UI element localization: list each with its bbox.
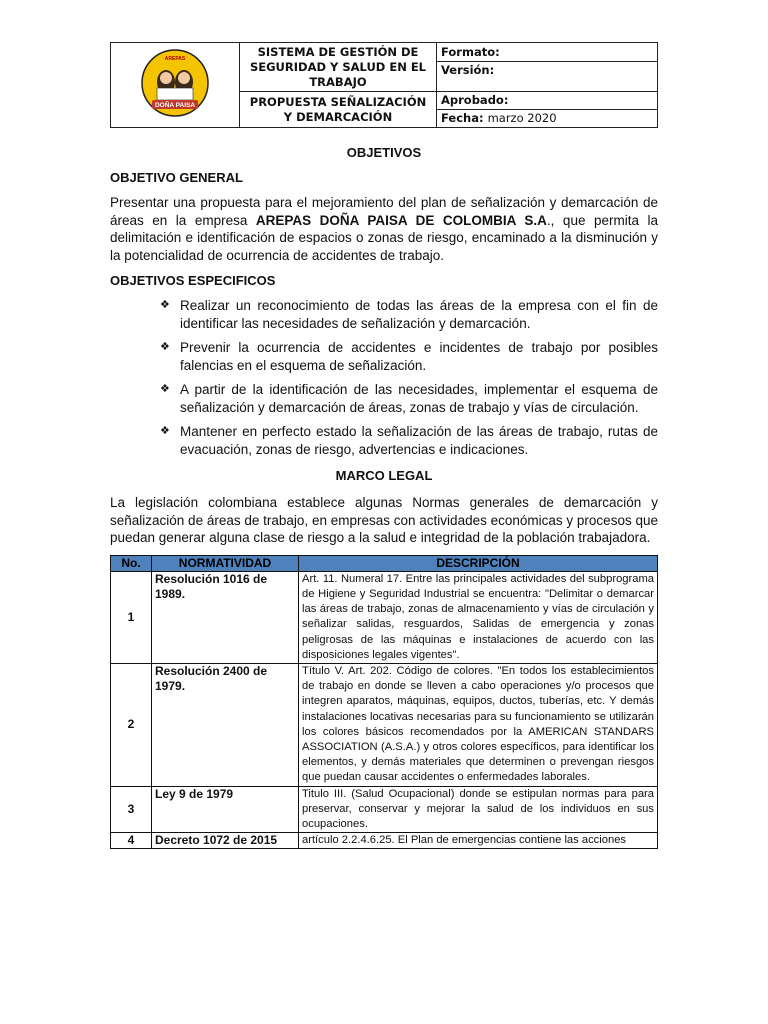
fecha-field: Fecha: marzo 2020: [437, 110, 658, 128]
aprobado-field: Aprobado:: [437, 92, 658, 110]
col-norm-header: NORMATIVIDAD: [152, 555, 299, 571]
fecha-value: marzo 2020: [487, 111, 557, 125]
objetivos-heading: OBJETIVOS: [346, 145, 422, 160]
col-no-header: No.: [111, 555, 152, 571]
legal-table: [110, 555, 658, 850]
col-desc-header: DESCRIPCIÓN: [299, 555, 658, 571]
row-desc: artículo 2.2.4.6.25. El Plan de emergencias contiene las acciones: [299, 833, 658, 849]
diamond-bullet-icon: ❖: [160, 383, 170, 395]
row-norm: Decreto 1072 de 2015: [152, 833, 299, 849]
table-row: [111, 786, 658, 833]
row-desc: Titulo III. (Salud Ocupacional) donde se estipulan normas para para preservar, conservar y mejorar la salud de los individuos en sus ocupaciones.: [299, 786, 658, 833]
objetivos-especificos-list: [110, 297, 658, 458]
document-page: [110, 42, 658, 849]
table-header-row: [111, 555, 658, 571]
row-number: 1: [111, 571, 152, 663]
table-row: [111, 571, 658, 663]
table-row: [111, 663, 658, 786]
version-field: Versión:: [437, 62, 658, 92]
objetivo-general-heading: OBJETIVO GENERAL: [110, 170, 243, 185]
marco-legal-heading: MARCO LEGAL: [335, 468, 433, 483]
row-norm: Resolución 1016 de 1989.: [152, 571, 299, 663]
row-number: 3: [111, 786, 152, 833]
logo-top-text: AREPAS: [164, 56, 186, 62]
table-row: [111, 833, 658, 849]
company-logo: [140, 48, 210, 118]
marco-legal-intro: La legislación colombiana establece algunas Normas generales de demarcación y señalización de áreas de trabajo, en empresas con actividades económicas y procesos que puedan generar alguna clase de riesgo a la salud e integridad de la población trabajadora.: [110, 495, 658, 545]
row-desc: Art. 11. Numeral 17. Entre las principales actividades del subprograma de Higiene y Seguridad Industrial se encuentra: "Delimitar o demarcar las áreas de trabajo, zonas de almacenamiento y vías de circulación y señalizar salidas, resguardos, Salidas de emergencia y zonas peligrosas de las máquinas e instalaciones de acuerdo con las disposiciones legales vigentes".: [299, 571, 658, 663]
row-number: 2: [111, 663, 152, 786]
company-name: AREPAS DOÑA PAISA DE COLOMBIA S.A: [255, 212, 547, 228]
list-item: ❖ Prevenir la ocurrencia de accidentes e incidentes de trabajo por posibles falencias en el esquema de señalización.: [160, 340, 658, 373]
row-norm: Ley 9 de 1979: [152, 786, 299, 833]
row-desc: Título V. Art. 202. Código de colores. "En todos los establecimientos de trabajo en donde se lleven a cabo operaciones y/o procesos que integren aparatos, máquinas, equipos, ductos, tuberías, etc. Y demás instalaciones locativas necesarias para su funcionamiento se utilizarán los colores básicos recomendados por la AMERICAN STANDARS ASSOCIATION (A.S.A.) y otros colores específicos, para identificar los elementos, y demás materiales que determinen o prevengan riesgos que puedan causar accidentes o enfermedades laborales.: [299, 663, 658, 786]
system-title: SISTEMA DE GESTIÓN DE SEGURIDAD Y SALUD EN EL TRABAJO: [240, 43, 437, 92]
document-title: PROPUESTA SEÑALIZACIÓN Y DEMARCACIÓN: [240, 92, 437, 128]
diamond-bullet-icon: ❖: [160, 341, 170, 353]
formato-field: Formato:: [437, 43, 658, 62]
row-norm: Resolución 2400 de 1979.: [152, 663, 299, 786]
diamond-bullet-icon: ❖: [160, 299, 170, 311]
list-item: ❖ A partir de la identificación de las necesidades, implementar el esquema de señalización y demarcación de áreas, zonas de trabajo y vías de circulación.: [160, 382, 658, 415]
objetivos-especificos-heading: OBJETIVOS ESPECIFICOS: [110, 273, 276, 288]
diamond-bullet-icon: ❖: [160, 425, 170, 437]
list-item: ❖ Mantener en perfecto estado la señalización de las áreas de trabajo, rutas de evacuación, zonas de riesgo, advertencias e indicaciones.: [160, 424, 658, 457]
logo-bottom-text: DOÑA PAISA: [154, 102, 196, 109]
row-number: 4: [111, 833, 152, 849]
document-header-table: [110, 42, 658, 128]
logo-cell: [111, 43, 240, 128]
objetivo-general-text: Presentar una propuesta para el mejoramiento del plan de señalización y demarcación de áreas en la empresa AREPAS DOÑA PAISA DE COLOMBIA S.A., que permita la delimitación e identificación de espacios o zonas de riesgo, encaminado a la disminución y la potencialidad de ocurrencia de accidentes de trabajo.: [110, 195, 658, 263]
list-item: ❖ Realizar un reconocimiento de todas las áreas de la empresa con el fin de identificar las necesidades de señalización y demarcación.: [160, 298, 658, 331]
